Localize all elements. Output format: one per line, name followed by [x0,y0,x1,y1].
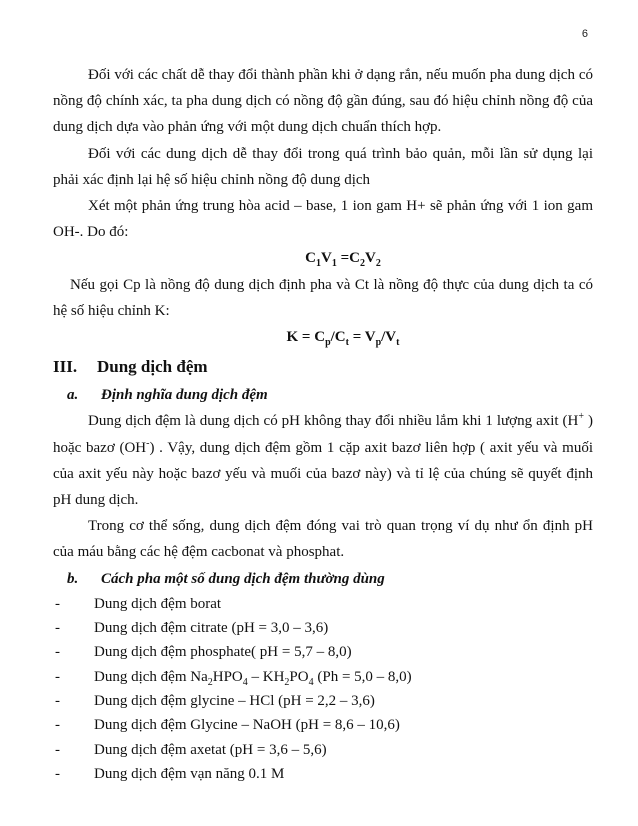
paragraph-solid-substances: Đối với các chất dễ thay đổi thành phần khi ở dạng rắn, nếu muốn pha dung dịch có nồng độ chính xác, ta pha dung dịch có nồng độ gần đúng, sau đó hiệu chỉnh nồng độ của dung dịch dựa vào phản ứng với một dung dịch chuẩn thích hợp. [53,67,593,136]
formula-correction-k: $K = C_p/C_t = V_p/V_t$ [286,329,400,349]
list-item: - Dung dịch đệm $Na_2HPO_4 - KH_2PO_4$ (Ph = 5,0 – 8,0) [53,665,593,689]
paragraph-storage-change: Đối với các dung dịch dễ thay đổi trong quá trình bảo quản, mỗi lần sử dụng lại phải xác định lại hệ số hiệu chỉnh nồng độ dung dịch [53,145,593,188]
paragraph-correction-factor: Nếu gọi Cp là nồng độ dung dịch định pha và Ct là nồng độ thực của dung dịch ta có hệ số hiệu chỉnh K: [53,276,593,319]
paragraph-neutralization: Xét một phản ứng trung hòa acid – base, 1 ion gam H+ sẽ phản ứng với 1 ion gam OH-. Do đó: [53,198,593,241]
list-item: - Dung dịch đệm citrate (pH = 3,0 – 3,6) [53,616,593,640]
subsection-heading-definition [53,382,593,408]
paragraph-buffer-definition: Dung dịch đệm là dung dịch có pH không thay đổi nhiều lắm khi 1 lượng axit (H+ ) hoặc bazơ (OH-) . Vậy, dung dịch đệm gồm 1 cặp axit bazơ liên hợp ( axit yếu và muối của axit yếu này hoặc bazơ yếu và muối của bazơ này) và tỉ lệ của chúng sẽ quyết định pH dung dịch. [53,411,593,509]
section-heading-buffer [53,352,593,382]
subsection-letter: a. [67,387,79,404]
list-dash: - [55,741,60,758]
paragraph-buffer-role: Trong cơ thể sống, dung dịch đệm đóng vai trò quan trọng ví dụ như ổn định pH của máu bằng các hệ đệm cacbonat và phosphat. [53,518,593,561]
list-item: - Dung dịch đệm borat [53,592,593,616]
buffer-list [53,592,593,786]
list-item: - Dung dịch đệm glycine – HCl (pH = 2,2 – 3,6) [53,689,593,713]
list-dash: - [55,644,60,661]
list-dash: - [55,765,60,782]
section-title: Dung dịch đệm [97,357,208,377]
list-item: - Dung dịch đệm phosphate( pH = 5,7 – 8,0) [53,640,593,664]
document-body [53,62,593,786]
page-number: 6 [581,28,588,40]
subsection-title: Định nghĩa dung dịch đệm [101,387,268,404]
subsection-title: Cách pha một số dung dịch đệm thường dùng [101,570,385,587]
subsection-letter: b. [67,570,79,587]
list-item: - Dung dịch đệm vạn năng 0.1 M [53,762,593,786]
subsection-heading-preparation [53,566,593,592]
list-item: - Dung dịch đệm axetat (pH = 3,6 – 5,6) [53,738,593,762]
list-dash: - [55,668,60,685]
list-dash: - [55,717,60,734]
formula-c1v1-c2v2: $C_1V_1 =C_2V_2$ [305,250,381,270]
list-dash: - [55,595,60,612]
list-item: - Dung dịch đệm Glycine – NaOH (pH = 8,6 – 10,6) [53,713,593,737]
list-dash: - [55,620,60,637]
list-dash: - [55,693,60,710]
section-number: III. [53,357,78,377]
